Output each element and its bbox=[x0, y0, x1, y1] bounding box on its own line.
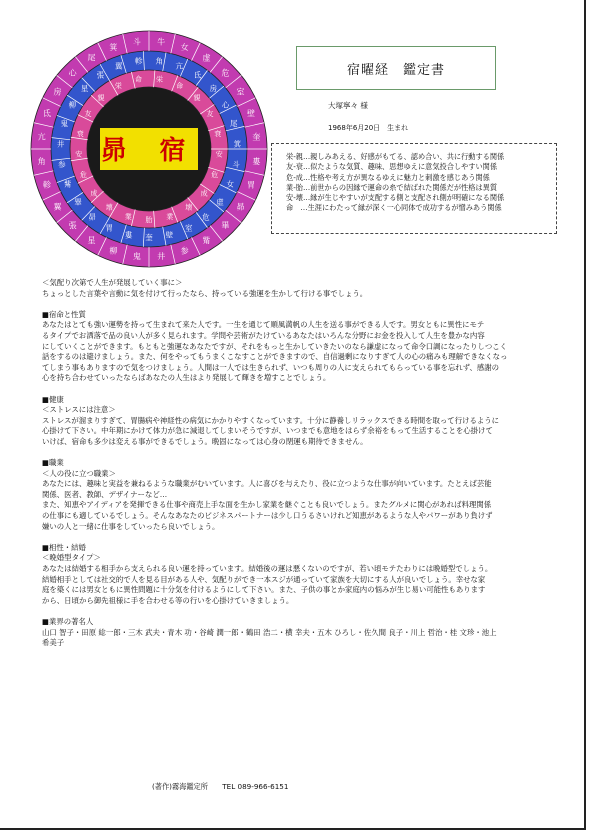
middle-ring-label: 星 bbox=[80, 83, 89, 93]
outer-ring-label: 婁 bbox=[252, 156, 261, 166]
body-line: から、日頃から御先祖様に手を合わせる等の行いを心掛けていきましょう。 bbox=[42, 595, 294, 605]
middle-ring-label: 尾 bbox=[230, 119, 238, 129]
outer-ring-label: 翼 bbox=[53, 202, 62, 212]
body-line: ＜晩婚型タイプ＞ bbox=[42, 553, 101, 563]
body-line: 話をするのは避けましょう。また、何をやってもうまくこなすことができますので、自信過剰になりすぎて人の心の痛みも理解できなくなっ bbox=[42, 352, 508, 362]
section-heading: ■相性・結婚 bbox=[42, 542, 86, 552]
inner-ring-label: 胎 bbox=[145, 215, 153, 224]
outer-ring-label: 心 bbox=[68, 68, 77, 78]
outer-ring-label: 斗 bbox=[132, 37, 141, 47]
inner-ring-label: 栄 bbox=[156, 75, 164, 84]
outer-ring-label: 井 bbox=[157, 252, 166, 262]
body-line: また、知恵やアイディアを発揮できる仕事や商売上手な面を生かし家業を継ぐことも良いでしょう。またグルメに関心があれば料理関係 bbox=[42, 500, 492, 510]
inner-ring-label: 親 bbox=[193, 93, 201, 102]
document-title-box bbox=[296, 46, 496, 90]
middle-ring-label: 房 bbox=[209, 83, 218, 93]
inner-ring-label: 成 bbox=[90, 189, 98, 198]
middle-ring-label: 翼 bbox=[114, 61, 123, 71]
inner-ring-label: 危 bbox=[211, 171, 219, 180]
inner-ring-label: 成 bbox=[200, 189, 208, 198]
middle-ring-label: 張 bbox=[96, 70, 105, 80]
middle-ring-label: 斗 bbox=[232, 159, 240, 169]
relation-line: 友-衰…似たような気質、趣味、思想ゆえに意気投合しやすい関係 bbox=[286, 162, 498, 172]
chart-wheel bbox=[28, 28, 270, 270]
body-line: ストレスが溜まりすぎて、胃腸病や神経性の病気にかかりやすくなっています。十分に静養しリラックスできる時間を取って行けるように bbox=[42, 415, 500, 425]
center-mansion: 昴 宿 bbox=[100, 136, 198, 166]
middle-ring-label: 婁 bbox=[124, 230, 133, 240]
middle-ring-label: 昴 bbox=[88, 212, 96, 222]
middle-ring-label: 觜 bbox=[63, 179, 72, 189]
inner-ring-label: 衰 bbox=[76, 129, 84, 138]
body-line: 山口 智子・田原 総一郎・三木 武夫・青木 功・谷崎 潤一郎・鶴田 浩二・横 幸夫・五木 ひろし・佐久間 良子・川上 哲治・桂 文珍・池上 bbox=[42, 627, 497, 637]
body-line: ＜ストレスには注意＞ bbox=[42, 405, 116, 415]
inner-ring-label: 危 bbox=[79, 171, 87, 180]
outer-ring-label: 鬼 bbox=[132, 252, 141, 262]
body-line: 庭を築くには男女ともに異性問題に十分気を付けるようにして下さい。また、子供の事とか家庭内の悩みが生じ易い可能性もあります bbox=[42, 585, 486, 595]
outer-ring-label: 昴 bbox=[236, 202, 245, 212]
relation-line: 業-胎…前世からの因縁で運命の糸で結ばれた関係だが性格は異質 bbox=[286, 182, 498, 192]
body-line: いけば、宿命も多少は変える事ができるでしょう。晩固になっては心身の閉運も期待できません。 bbox=[42, 436, 368, 446]
middle-ring-label: 危 bbox=[202, 212, 210, 222]
outer-ring-label: 星 bbox=[87, 236, 96, 246]
inner-ring-label: 安 bbox=[75, 150, 83, 159]
document-title: 宿曜経 鑑定書 bbox=[346, 62, 445, 78]
paragraph-gap bbox=[42, 606, 552, 617]
middle-ring-label: 畢 bbox=[74, 197, 82, 207]
reading-body bbox=[42, 278, 552, 649]
outer-ring-label: 柳 bbox=[109, 246, 118, 256]
outer-ring-label: 壁 bbox=[246, 109, 255, 119]
shukuyo-chart bbox=[28, 28, 270, 270]
inner-ring-label: 業 bbox=[166, 212, 174, 221]
outer-ring-label: 牛 bbox=[157, 37, 166, 47]
body-line: 心掛けて下さい。中年期にかけて体力が急に減退してしまいそうですが、いつまでも意地をはらず余裕をもって生活することを心掛けて bbox=[42, 426, 493, 436]
middle-ring-label: 室 bbox=[184, 223, 193, 233]
outer-ring-label: 角 bbox=[37, 156, 46, 166]
section-heading: ■健康 bbox=[42, 394, 64, 404]
middle-ring-label: 角 bbox=[155, 56, 164, 66]
middle-ring-label: 奎 bbox=[145, 233, 153, 243]
outer-ring-label: 室 bbox=[236, 87, 245, 97]
body-line: るタイプでお洒落で品の良い人が多く見られます。学問や芸術がたけているあなたはいろんな分野にお金を投入して人生を豊かな内容 bbox=[42, 330, 485, 340]
inner-ring-label: 命 bbox=[134, 75, 142, 84]
body-line: 関係、医者、教師、デザイナーなど… bbox=[42, 489, 168, 499]
footer-contact: (著作)霧海鑑定所 TEL 089-966-6151 bbox=[152, 782, 289, 791]
outer-ring-label: 胃 bbox=[246, 180, 255, 190]
outer-ring-label: 女 bbox=[180, 42, 189, 52]
middle-ring-label: 胃 bbox=[105, 223, 114, 233]
body-line: の仕事にも適しているでしょう。そんなあなたのビジネスパートナーは少し口うるさいけれど知恵があるような人やパワーがあり負けず bbox=[42, 511, 493, 521]
outer-ring-label: 箕 bbox=[109, 42, 118, 52]
birth-date: 1968年6月20日 生まれ bbox=[328, 124, 409, 132]
inner-ring-label: 業 bbox=[124, 212, 132, 221]
outer-ring-label: 畢 bbox=[221, 221, 230, 231]
middle-ring-label: 壁 bbox=[165, 230, 174, 240]
inner-ring-label: 栄 bbox=[114, 81, 122, 90]
middle-ring-label: 箕 bbox=[233, 139, 242, 149]
body-line: あなたはとても強い運勢を持って生まれて来た人です。一生を通じて順風満帆の人生を送る事ができる人です。男女ともに異性にモテ bbox=[42, 320, 485, 330]
middle-ring-label: 参 bbox=[58, 159, 66, 169]
outer-ring-label: 亢 bbox=[37, 132, 46, 142]
body-line: 結婚相手としては社交的で人を見る目がある人や、気配りができ一本スジが通っていて家族を大切にする人が良いでしょう。幸せな家 bbox=[42, 574, 486, 584]
relation-line: 栄-親…親しみあえる、好感がもてる、認め合い、共に行動する関係 bbox=[286, 152, 505, 161]
outer-ring-label: 虚 bbox=[202, 53, 211, 63]
body-line: てしまう事もありますので気をつけましょう。人間は一人では生きられず、いつも周りの人に支えられてもらっている事を忘れず、感謝の bbox=[42, 362, 500, 372]
paragraph-gap bbox=[42, 532, 552, 543]
middle-ring-label: 亢 bbox=[175, 61, 184, 71]
outer-ring-label: 危 bbox=[221, 68, 230, 78]
outer-ring-label: 参 bbox=[180, 246, 189, 256]
inner-ring-label: 壊 bbox=[105, 203, 113, 212]
section-heading: ■職業 bbox=[42, 458, 64, 468]
body-line: あなたには、趣味と実益を兼ねるような職業がむいています。人に喜びを与えたり、役に立つような仕事が向いています。たとえば芸能 bbox=[42, 479, 492, 489]
outer-ring-label: 尾 bbox=[87, 53, 96, 63]
section-heading: ■宿命と性質 bbox=[42, 309, 86, 319]
body-line: にしていくことができます。もともと強運なあなたですが、それをもっと生かしていきたいのなら謙虚になって命令口調になったりしつこく bbox=[42, 341, 508, 351]
section-heading: ■業界の著名人 bbox=[42, 617, 94, 626]
relations-box bbox=[271, 143, 557, 234]
client-name: 大塚寧々 様 bbox=[328, 101, 368, 110]
outer-ring-label: 奎 bbox=[252, 132, 261, 142]
outer-ring-label: 房 bbox=[53, 87, 62, 97]
middle-ring-label: 虚 bbox=[216, 197, 224, 207]
middle-ring-label: 氐 bbox=[193, 70, 202, 80]
body-line: ＜気配り次第で人生が発展していく事に＞ bbox=[42, 278, 183, 287]
middle-ring-label: 女 bbox=[226, 179, 235, 189]
relation-line: 危-成…性格や考え方が異なるゆえに魅力と刺激を感じあう関係 bbox=[286, 172, 490, 182]
inner-ring-label: 友 bbox=[206, 110, 214, 119]
middle-ring-label: 鬼 bbox=[60, 119, 68, 129]
body-line: あなたは結婚する相手から支えられる良い運を持っています。結婚後の運は悪くないのですが、若い頃モテたわりには晩婚型でしょう。 bbox=[42, 564, 493, 574]
outer-ring-label: 觜 bbox=[202, 236, 211, 246]
body-line: 希美子 bbox=[42, 638, 65, 648]
body-line: 心を持ち合わせていったならばあなたの人生はより発展して輝きを増すことでしょう。 bbox=[42, 373, 331, 383]
paragraph-gap bbox=[42, 448, 552, 459]
inner-ring-label: 壊 bbox=[185, 203, 193, 212]
outer-ring-label: 軫 bbox=[43, 180, 52, 190]
body-line: 嫌いの人と一緒に仕事をしていったら良いでしょう。 bbox=[42, 521, 220, 531]
middle-ring-label: 心 bbox=[221, 100, 230, 110]
outer-ring-label: 氐 bbox=[43, 109, 52, 119]
outer-ring-label: 張 bbox=[68, 221, 77, 231]
middle-ring-label: 軫 bbox=[134, 56, 143, 66]
paragraph-gap bbox=[42, 299, 552, 310]
body-line: ちょっとした言葉や言動に気を付けて行ったなら、持っている強運を生かして行ける事でしょう。 bbox=[42, 288, 368, 298]
paragraph-gap bbox=[42, 384, 552, 395]
inner-ring-label: 親 bbox=[97, 93, 105, 102]
body-line: ＜人の役に立つ職業＞ bbox=[42, 468, 116, 478]
relation-line: 安-壊…縁が生じやすいが支配する側と支配され側が明確になる関係 bbox=[286, 193, 505, 203]
middle-ring-label: 井 bbox=[56, 139, 65, 149]
inner-ring-label: 安 bbox=[215, 150, 223, 159]
inner-ring-label: 命 bbox=[176, 81, 184, 90]
inner-ring-label: 衰 bbox=[214, 129, 222, 138]
middle-ring-label: 柳 bbox=[68, 100, 77, 110]
relation-line: 命 …生涯にわたって縁が深く一心同体で成功するが憎みあう関係 bbox=[286, 203, 502, 213]
inner-ring-label: 友 bbox=[84, 110, 92, 119]
